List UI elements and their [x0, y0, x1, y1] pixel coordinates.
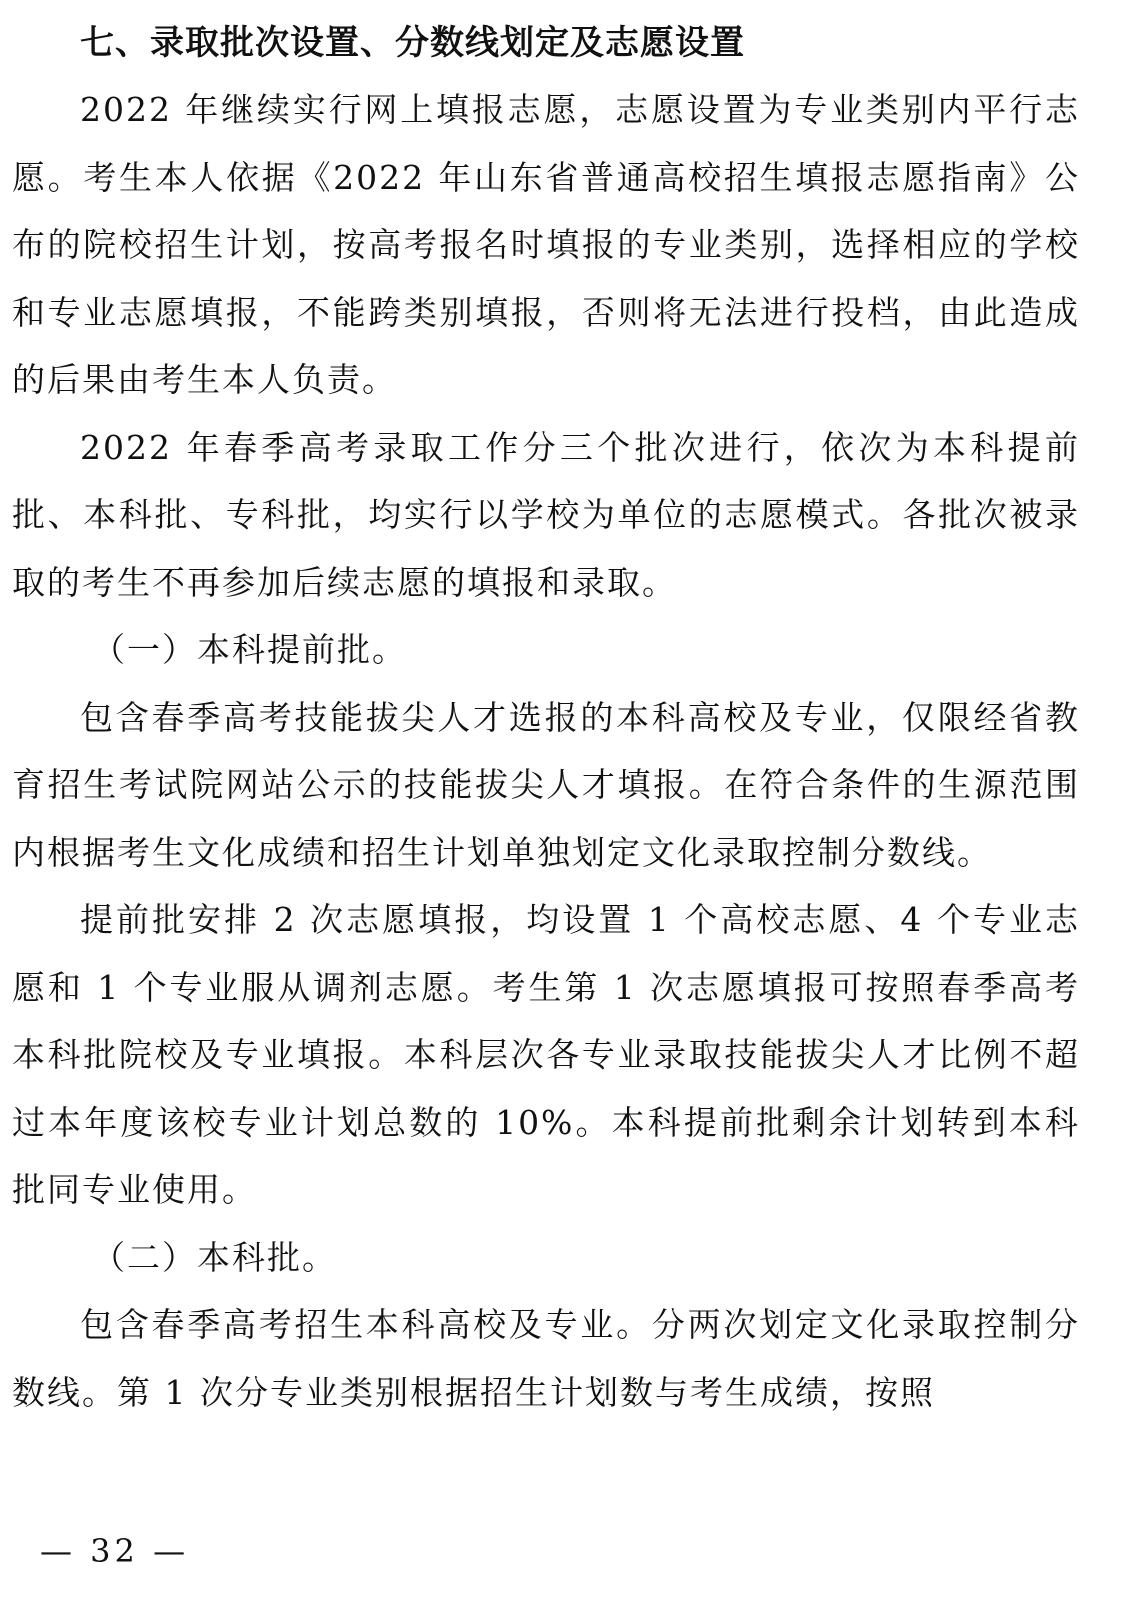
subheading-early-undergraduate-batch: （一）本科提前批。	[92, 630, 407, 669]
paragraph-early-batch-scope: 包含春季高考技能拔尖人才选报的本科高校及专业，仅限经省教育招生考试院网站公示的技能拔尖人才填报。在符合条件的生源范围内根据考生文化成绩和招生计划单独划定文化录取控制分数线。	[12, 697, 1080, 872]
page-number: — 32 —	[40, 1532, 190, 1570]
subheading-undergraduate-batch: （二）本科批。	[92, 1237, 337, 1277]
section-title: 七、录取批次设置、分数线划定及志愿设置	[80, 23, 745, 63]
paragraph-online-application: 2022 年继续实行网上填报志愿，志愿设置为专业类别内平行志愿。考生本人依据《2022 年山东省普通高校招生填报志愿指南》公布的院校招生计划，按高考报名时填报的专业类别，选择相应的学校和专业志愿填报，不能跨类别填报，否则将无法进行投档，由此造成的后果由考生本人负责。	[12, 90, 1080, 399]
paragraph-early-batch-applications: 提前批安排 2 次志愿填报，均设置 1 个高校志愿、4 个专业志愿和 1 个专业服从调剂志愿。考生第 1 次志愿填报可按照春季高考本科批院校及专业填报。本科层次各专业录取技能拔尖人才比例不超过本年度该校专业计划总数的 10%。本科提前批剩余计划转到本科批同专业使用。	[12, 900, 1080, 1209]
paragraph-undergraduate-batch: 包含春季高考招生本科高校及专业。分两次划定文化录取控制分数线。第 1 次分专业类别根据招生计划数与考生成绩，按照	[12, 1305, 1080, 1412]
paragraph-admission-batches: 2022 年春季高考录取工作分三个批次进行，依次为本科提前批、本科批、专科批，均实行以学校为单位的志愿模式。各批次被录取的考生不再参加后续志愿的填报和录取。	[12, 427, 1080, 602]
